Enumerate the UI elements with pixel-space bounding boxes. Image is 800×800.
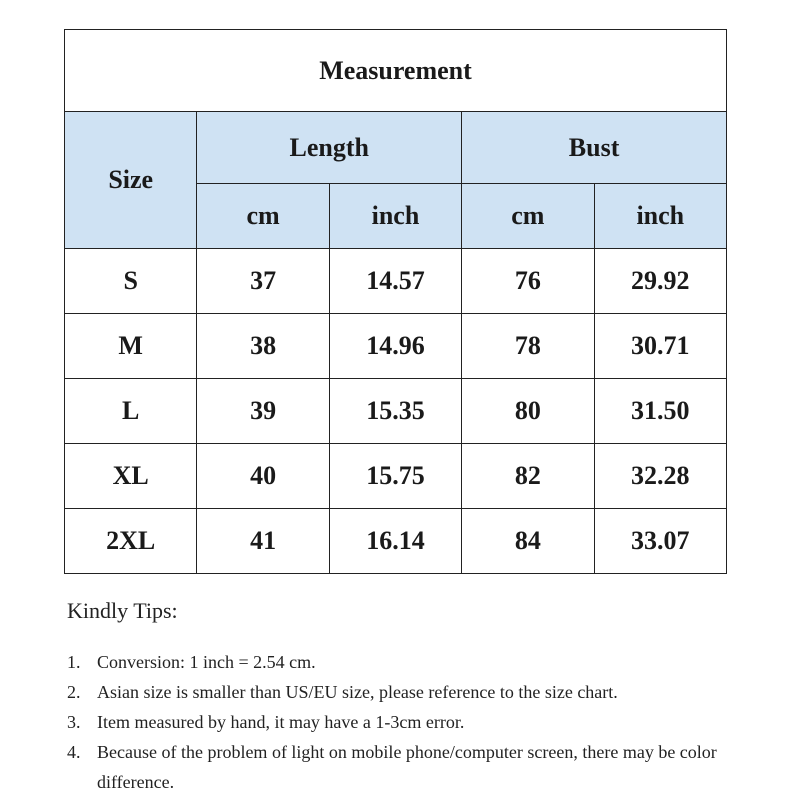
tips-section: [67, 598, 787, 797]
length-cm-cell: 40: [197, 444, 329, 509]
tip-text: Item measured by hand, it may have a 1-3cm error.: [97, 712, 465, 732]
bust-inch-cell: 33.07: [594, 509, 726, 574]
bust-group-header: Bust: [462, 112, 727, 184]
tip-text: Asian size is smaller than US/EU size, please reference to the size chart.: [97, 682, 618, 702]
bust-cm-cell: 80: [462, 379, 594, 444]
size-chart-table: [64, 29, 727, 574]
bust-cm-cell: 84: [462, 509, 594, 574]
length-cm-cell: 38: [197, 314, 329, 379]
table-row: [65, 379, 727, 444]
title-row: [65, 30, 727, 112]
size-column-header: Size: [65, 112, 197, 249]
bust-inch-cell: 32.28: [594, 444, 726, 509]
bust-inch-cell: 31.50: [594, 379, 726, 444]
length-inch-cell: 14.57: [329, 249, 461, 314]
table-row: [65, 509, 727, 574]
length-group-header: Length: [197, 112, 462, 184]
tip-text: Because of the problem of light on mobile phone/computer screen, there may be color difference.: [97, 742, 717, 792]
length-cm-header: cm: [197, 184, 329, 249]
tip-number: 3.: [67, 712, 81, 732]
bust-cm-cell: 78: [462, 314, 594, 379]
list-item: [67, 647, 787, 677]
length-cm-cell: 37: [197, 249, 329, 314]
table-row: [65, 249, 727, 314]
table-row: [65, 444, 727, 509]
length-inch-cell: 15.35: [329, 379, 461, 444]
length-cm-cell: 41: [197, 509, 329, 574]
bust-inch-cell: 29.92: [594, 249, 726, 314]
bust-cm-cell: 76: [462, 249, 594, 314]
tip-text: Conversion: 1 inch = 2.54 cm.: [97, 652, 316, 672]
size-cell: XL: [65, 444, 197, 509]
length-inch-cell: 16.14: [329, 509, 461, 574]
tip-number: 1.: [67, 652, 81, 672]
length-inch-header: inch: [329, 184, 461, 249]
tip-number: 4.: [67, 742, 81, 762]
bust-inch-cell: 30.71: [594, 314, 726, 379]
list-item: [67, 707, 787, 737]
length-cm-cell: 39: [197, 379, 329, 444]
length-inch-cell: 15.75: [329, 444, 461, 509]
tips-list: [67, 647, 787, 797]
list-item: [67, 737, 787, 797]
size-cell: L: [65, 379, 197, 444]
size-cell: S: [65, 249, 197, 314]
bust-cm-header: cm: [462, 184, 594, 249]
bust-inch-header: inch: [594, 184, 726, 249]
tip-number: 2.: [67, 682, 81, 702]
table-row: [65, 314, 727, 379]
size-cell: M: [65, 314, 197, 379]
size-cell: 2XL: [65, 509, 197, 574]
tips-title: Kindly Tips:: [67, 598, 178, 623]
group-header-row: [65, 112, 727, 184]
list-item: [67, 677, 787, 707]
bust-cm-cell: 82: [462, 444, 594, 509]
length-inch-cell: 14.96: [329, 314, 461, 379]
table-title: Measurement: [65, 30, 727, 112]
